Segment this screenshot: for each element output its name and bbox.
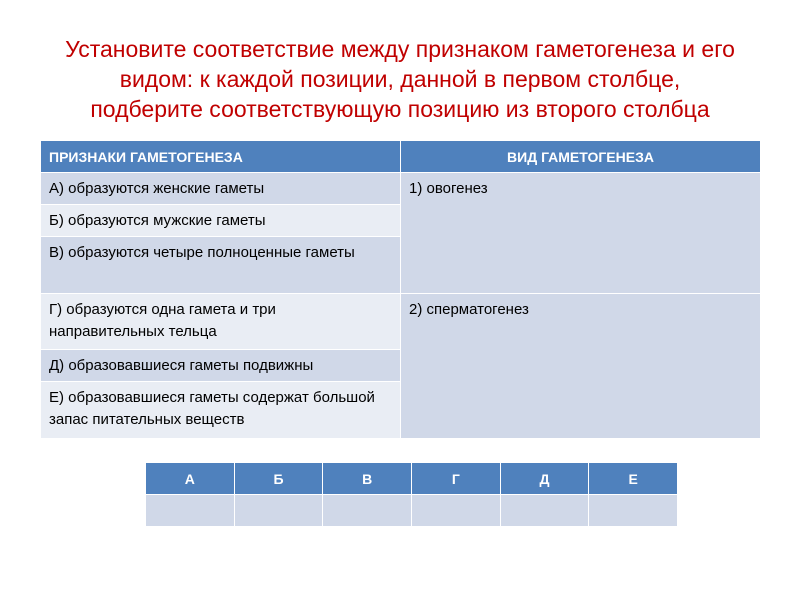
feature-cell-c: В) образуются четыре полноценные гаметы bbox=[41, 237, 401, 294]
answer-cell-c[interactable] bbox=[323, 495, 412, 527]
types-column-header: ВИД ГАМЕТОГЕНЕЗА bbox=[401, 141, 761, 173]
answer-table bbox=[145, 462, 678, 527]
answer-header-a: А bbox=[146, 463, 235, 495]
answer-header-c: В bbox=[323, 463, 412, 495]
task-title bbox=[30, 34, 770, 124]
answer-header-f: Е bbox=[589, 463, 678, 495]
feature-cell-a: А) образуются женские гаметы bbox=[41, 173, 401, 205]
answer-cell-e[interactable] bbox=[500, 495, 589, 527]
answer-header-b: Б bbox=[234, 463, 323, 495]
answer-cell-a[interactable] bbox=[146, 495, 235, 527]
type-cell-1: 1) овогенез bbox=[401, 173, 761, 294]
answer-header-e: Д bbox=[500, 463, 589, 495]
matching-table bbox=[40, 140, 761, 439]
title-line-2: видом: к каждой позиции, данной в первом столбце, bbox=[119, 66, 681, 92]
feature-cell-e: Д) образовавшиеся гаметы подвижны bbox=[41, 350, 401, 382]
feature-cell-f: Е) образовавшиеся гаметы содержат большой запас питательных веществ bbox=[41, 382, 401, 439]
features-column-header: ПРИЗНАКИ ГАМЕТОГЕНЕЗА bbox=[41, 141, 401, 173]
title-line-1: Установите соответствие между признаком гаметогенеза и его bbox=[65, 36, 735, 62]
answer-header-d: Г bbox=[411, 463, 500, 495]
type-cell-2: 2) сперматогенез bbox=[401, 294, 761, 439]
title-line-3: подберите соответствующую позицию из второго столбца bbox=[90, 96, 710, 122]
feature-cell-b: Б) образуются мужские гаметы bbox=[41, 205, 401, 237]
answer-cell-f[interactable] bbox=[589, 495, 678, 527]
answer-cell-d[interactable] bbox=[411, 495, 500, 527]
feature-cell-d: Г) образуются одна гамета и три направительных тельца bbox=[41, 294, 401, 350]
answer-cell-b[interactable] bbox=[234, 495, 323, 527]
